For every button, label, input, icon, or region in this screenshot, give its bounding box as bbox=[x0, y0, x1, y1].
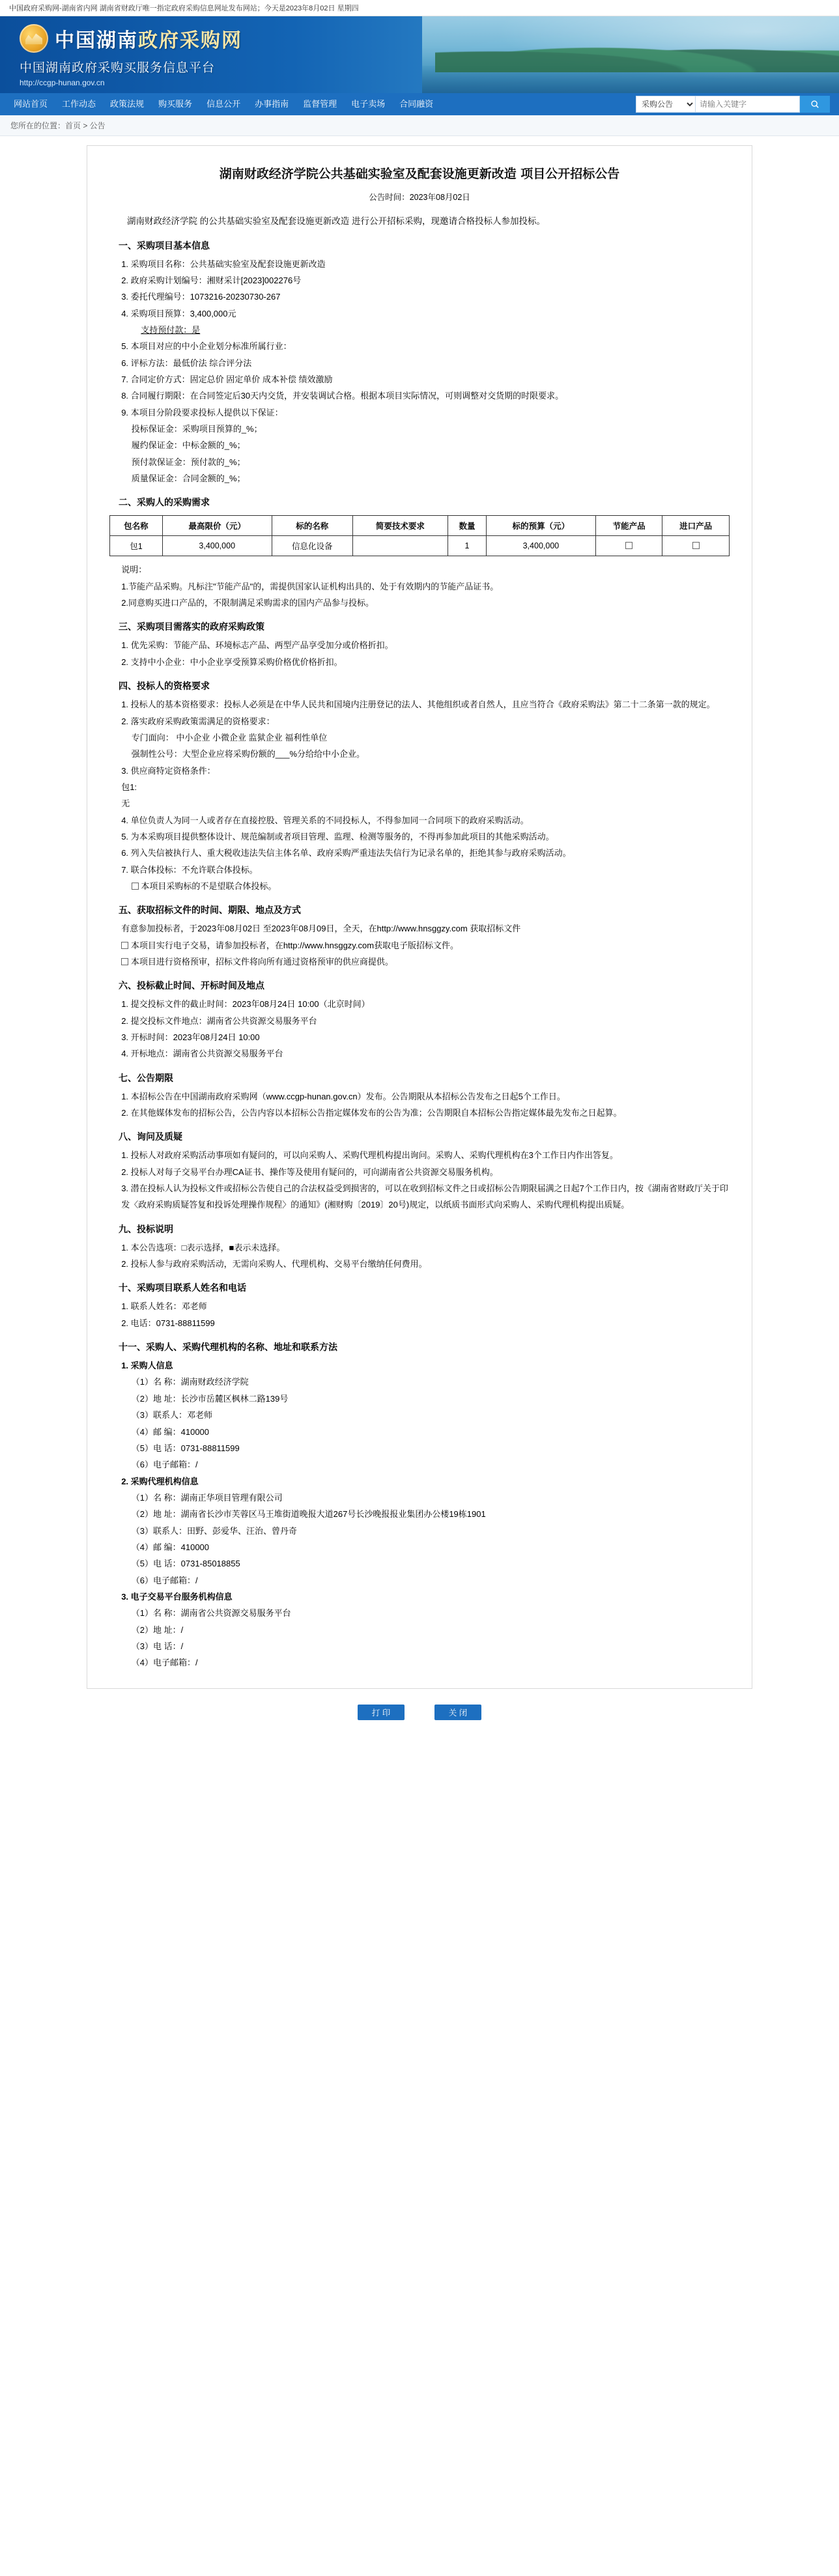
nav-item-2[interactable]: 政策法规 bbox=[110, 99, 145, 109]
th-2: 标的名称 bbox=[272, 516, 352, 536]
search-button[interactable] bbox=[800, 96, 830, 113]
td-energy-saving bbox=[595, 536, 662, 556]
sec3-item-1: 2. 支持中小企业：中小企业享受预算采购价格优价格折扣。 bbox=[121, 657, 343, 667]
agent-item-0: （1）名 称：湖南正华项目管理有限公司 bbox=[131, 1492, 283, 1503]
import-checkbox[interactable] bbox=[692, 542, 700, 549]
sec1-item-8: 9. 本项目分阶段要求投标人提供以下保证： bbox=[121, 407, 283, 418]
section-6-title: 六、投标截止时间、开标时间及地点 bbox=[119, 980, 264, 991]
sec10-item-0: 1. 联系人姓名：邓老师 bbox=[121, 1301, 207, 1312]
platform-title: 3. 电子交易平台服务机构信息 bbox=[121, 1591, 233, 1602]
bid-table bbox=[109, 515, 730, 556]
platform-item-2: （3）电 话：/ bbox=[131, 1641, 184, 1651]
guarantee-2: 预付款保证金：预付款的_%； bbox=[131, 457, 246, 467]
logo-text-gov: 政府采购网 bbox=[138, 29, 242, 52]
top-info-bar: 中国政府采购网-湖南省内网 湖南省财政厅唯一指定政府采购信息网址发布网站；今天是2023年8月02日 星期四 bbox=[0, 0, 839, 16]
prequalify-checkbox[interactable] bbox=[121, 958, 128, 965]
sec3-item-0: 1. 优先采购：节能产品、环境标志产品、两型产品享受加分或价格折扣。 bbox=[121, 640, 393, 651]
sec7-item-0: 1. 本招标公告在中国湖南政府采购网（www.ccgp-hunan.gov.cn）发布。公告期限从本招标公告发布之日起5个工作日。 bbox=[121, 1091, 565, 1101]
sec6-item-1: 2. 提交投标文件地点：湖南省公共资源交易服务平台 bbox=[121, 1015, 317, 1026]
sec4-item-0: 1. 投标人的基本资格要求：投标人必须是在中华人民共和国境内注册登记的法人、其他组织或者自然人，且应当符合《政府采购法》第二十二条第一款的规定。 bbox=[121, 700, 715, 710]
th-4: 数量 bbox=[448, 516, 486, 536]
site-logo-text bbox=[55, 24, 242, 53]
buyer-item-0: （1）名 称：湖南财政经济学院 bbox=[131, 1377, 249, 1387]
section-10-title: 十、采购项目联系人姓名和电话 bbox=[119, 1282, 246, 1294]
buyer-item-5: （6）电子邮箱：/ bbox=[131, 1460, 198, 1470]
buyer-item-4: （5）电 话：0731-88811599 bbox=[131, 1443, 240, 1453]
nav-search-area[interactable] bbox=[636, 96, 830, 113]
sec1-prepay: 支持预付款：是 bbox=[141, 325, 201, 335]
buyer-item-2: （3）联系人：邓老师 bbox=[131, 1410, 213, 1421]
agent-item-1: （2）地 址：湖南省长沙市芙蓉区马王堆街道晚报大道267号长沙晚报报业集团办公楼19栋1901 bbox=[131, 1509, 486, 1520]
bid-table-wrap bbox=[109, 515, 730, 556]
document-body bbox=[87, 145, 752, 1689]
sec1-item-7: 8. 合同履行期限：在合同签定后30天内交货，并安装调试合格。根据本项目实际情况，可则调整对交货期的时限要求。 bbox=[121, 391, 564, 401]
th-0: 包名称 bbox=[110, 516, 163, 536]
sec4-item-6: 7. 联合体投标：不允许联合体投标。 bbox=[121, 864, 258, 875]
section-2-title: 二、采购人的采购需求 bbox=[119, 497, 210, 508]
sec5-p3: 本项目进行资格预审，招标文件将向所有通过资格预审的供应商提供。 bbox=[121, 954, 730, 970]
table-row bbox=[110, 536, 730, 556]
buyer-item-3: （4）邮 编：410000 bbox=[131, 1426, 210, 1437]
td-tech-req bbox=[352, 536, 448, 556]
sec8-item-0: 1. 投标人对政府采购活动事项如有疑问的，可以向采购人、采购代理机构提出询问。采购人、采购代理机构在3个工作日内作出答复。 bbox=[121, 1150, 618, 1161]
table-note-0: 1.节能产品采购。凡标注"节能产品"的，需提供国家认证机构出具的、处于有效期内的节能产品证书。 bbox=[121, 581, 499, 591]
site-subtitle: 中国湖南政府采购买服务信息平台 bbox=[20, 61, 216, 75]
site-url: http://ccgp-hunan.gov.cn bbox=[20, 78, 105, 87]
nav-item-6[interactable]: 监督管理 bbox=[303, 99, 337, 109]
th-7: 进口产品 bbox=[662, 516, 730, 536]
sec1-item-6: 7. 合同定价方式：固定总价 固定单价 成本补偿 绩效激励 bbox=[121, 375, 333, 385]
td-package: 包1 bbox=[110, 536, 163, 556]
guarantee-1: 履约保证金：中标金额的_%； bbox=[131, 440, 246, 451]
nav-item-1[interactable]: 工作动态 bbox=[62, 99, 96, 109]
sec4-item-1: 2. 落实政府采购政策需满足的资格要求： bbox=[121, 716, 275, 726]
agent-title: 2. 采购代理机构信息 bbox=[121, 1476, 199, 1486]
search-category-select[interactable] bbox=[636, 96, 696, 113]
th-6: 节能产品 bbox=[595, 516, 662, 536]
site-logo-icon bbox=[20, 24, 48, 53]
table-header-row bbox=[110, 516, 730, 536]
sec10-item-1: 2. 电话：0731-88811599 bbox=[121, 1318, 215, 1328]
nav-item-4[interactable]: 信息公开 bbox=[206, 99, 241, 109]
search-input[interactable] bbox=[696, 96, 800, 113]
td-item-name: 信息化设备 bbox=[272, 536, 352, 556]
th-1: 最高限价（元） bbox=[162, 516, 272, 536]
th-3: 简要技术要求 bbox=[352, 516, 448, 536]
sec6-item-0: 1. 提交投标文件的截止时间：2023年08月24日 10:00（北京时间） bbox=[121, 999, 370, 1010]
print-button[interactable]: 打 印 bbox=[358, 1705, 405, 1720]
intro-paragraph: 湖南财政经济学院 的公共基础实验室及配套设施更新改造 进行公开招标采购，现邀请合格投标人参加投标。 bbox=[127, 216, 545, 226]
close-button[interactable]: 关 闭 bbox=[434, 1705, 481, 1720]
section-5-title: 五、获取招标文件的时间、期限、地点及方式 bbox=[119, 905, 301, 916]
sec1-item-0: 1. 采购项目名称：公共基础实验室及配套设施更新改造 bbox=[121, 259, 326, 269]
sec4-package-none: 无 bbox=[121, 799, 130, 809]
td-qty: 1 bbox=[448, 536, 486, 556]
td-budget: 3,400,000 bbox=[487, 536, 596, 556]
sec7-item-1: 2. 在其他媒体发布的招标公告，公告内容以本招标公告指定媒体发布的公告为准；公告期限自本招标公告指定媒体最先发布之日起算。 bbox=[121, 1108, 622, 1118]
section-8-title: 八、询问及质疑 bbox=[119, 1131, 182, 1142]
table-notes-title: 说明： bbox=[121, 565, 147, 575]
sec4-sub-0: 专门面向： 中小企业 小微企业 监狱企业 福利性单位 bbox=[131, 732, 328, 743]
energy-checkbox[interactable] bbox=[625, 542, 633, 549]
sec4-item-2: 3. 供应商特定资格条件： bbox=[121, 765, 216, 776]
e-trade-checkbox[interactable] bbox=[121, 942, 128, 949]
notice-date: 公告时间：2023年08月02日 bbox=[369, 193, 470, 202]
sec8-item-2: 3. 潜在投标人认为投标文件或招标公告使自己的合法权益受到损害的，可以在收到招标文件之日或招标公告期限届满之日起7个工作日内，按《湖南省财政厅关于印发〈政府采购质疑答复和投诉处理操作规程〉的通知》(湘财购〔2019〕20号)规定，以纸质书面形式向采购人、采购代理机构提出质疑。 bbox=[121, 1183, 728, 1210]
agent-item-3: （4）邮 编：410000 bbox=[131, 1542, 210, 1552]
guarantee-3: 质量保证金：合同金额的_%； bbox=[131, 474, 246, 484]
nav-item-5[interactable]: 办事指南 bbox=[255, 99, 289, 109]
section-11-title: 十一、采购人、采购代理机构的名称、地址和联系方法 bbox=[119, 1342, 337, 1353]
section-9-title: 九、投标说明 bbox=[119, 1223, 173, 1234]
td-max-price: 3,400,000 bbox=[162, 536, 272, 556]
sec9-item-0: 1. 本公告选项：□表示选择，■表示未选择。 bbox=[121, 1242, 285, 1253]
buyer-title: 1. 采购人信息 bbox=[121, 1361, 173, 1371]
site-banner bbox=[0, 16, 839, 93]
buyer-item-1: （2）地 址：长沙市岳麓区枫林二路139号 bbox=[131, 1393, 289, 1404]
platform-item-1: （2）地 址：/ bbox=[131, 1624, 184, 1635]
page-title: 湖南财政经济学院公共基础实验室及配套设施更新改造 项目公开招标公告 bbox=[219, 167, 620, 181]
nav-item-3[interactable]: 购买服务 bbox=[158, 99, 193, 109]
sec5-p2: 本项目实行电子交易，请参加投标者，在http://www.hnsggzy.com获取电子版招标文件。 bbox=[121, 937, 730, 954]
sec4-item-3: 4. 单位负责人为同一人或者存在直接控股、管理关系的不同投标人，不得参加同一合同项下的政府采购活动。 bbox=[121, 815, 529, 825]
sec9-item-1: 2. 投标人参与政府采购活动，无需向采购人、代理机构、交易平台缴纳任何费用。 bbox=[121, 1259, 427, 1269]
sec4-item-4: 5. 为本采购项目提供整体设计、规范编制或者项目管理、监理、检测等服务的，不得再参加此项目的其他采购活动。 bbox=[121, 831, 554, 842]
sec6-item-2: 3. 开标时间：2023年08月24日 10:00 bbox=[121, 1032, 260, 1043]
agent-item-5: （6）电子邮箱：/ bbox=[131, 1575, 198, 1585]
sec1-item-4: 5. 本项目对应的中小企业划分标准所属行业： bbox=[121, 341, 292, 352]
td-import bbox=[662, 536, 730, 556]
union-bid-checkbox[interactable] bbox=[132, 883, 139, 890]
sec4-package-label: 包1: bbox=[121, 782, 137, 792]
platform-item-3: （4）电子邮箱：/ bbox=[131, 1658, 198, 1668]
main-nav[interactable] bbox=[0, 93, 839, 115]
sec4-sub-1: 强制性公号：大型企业应将采购份额的___%分给给中小企业。 bbox=[131, 749, 365, 759]
footer-buttons bbox=[87, 1705, 752, 1731]
sec4-item-5: 6. 列入失信被执行人、重大税收违法失信主体名单、政府采购严重违法失信行为记录名单的，拒绝其参与政府采购活动。 bbox=[121, 848, 571, 858]
nav-item-8[interactable]: 合同融资 bbox=[399, 99, 434, 109]
platform-item-0: （1）名 称：湖南省公共资源交易服务平台 bbox=[131, 1608, 291, 1619]
th-5: 标的预算（元） bbox=[487, 516, 596, 536]
section-1-title: 一、采购项目基本信息 bbox=[119, 240, 210, 251]
logo-text-cn: 中国湖南 bbox=[55, 29, 138, 52]
sec1-item-5: 6. 评标方法：最低价法 综合评分法 bbox=[121, 358, 252, 368]
nav-item-0[interactable]: 网站首页 bbox=[14, 99, 48, 109]
search-icon bbox=[810, 100, 819, 109]
nav-item-7[interactable]: 电子卖场 bbox=[351, 99, 386, 109]
agent-item-2: （3）联系人：田野、彭爱华、汪治、曾丹奇 bbox=[131, 1525, 298, 1536]
sec5-p1: 有意参加投标者，于2023年08月02日 至2023年08月09日，全天，在http://www.hnsggzy.com 获取招标文件 bbox=[121, 924, 521, 934]
section-7-title: 七、公告期限 bbox=[119, 1072, 173, 1083]
guarantee-0: 投标保证金：采购项目预算的_%； bbox=[131, 424, 263, 434]
agent-item-4: （5）电 话：0731-85018855 bbox=[131, 1559, 240, 1569]
sec8-item-1: 2. 投标人对每子交易平台办理CA证书、操作等及使用有疑问的，可向湖南省公共资源交易服务机构。 bbox=[121, 1167, 498, 1177]
sec6-item-3: 4. 开标地点：湖南省公共资源交易服务平台 bbox=[121, 1049, 283, 1059]
sec1-item-1: 2. 政府采购计划编号：湘财采计[2023]002276号 bbox=[121, 275, 302, 285]
sec1-item-2: 3. 委托代理编号：1073216-20230730-267 bbox=[121, 292, 281, 302]
sec1-item-3: 4. 采购项目预算：3,400,000元 bbox=[121, 308, 236, 318]
breadcrumb: 您所在的位置：首页 > 公告 bbox=[0, 115, 839, 136]
sec4-item-7: 本项目采购标的不是望联合体投标。 bbox=[121, 878, 730, 894]
section-4-title: 四、投标人的资格要求 bbox=[119, 681, 210, 692]
section-3-title: 三、采购项目需落实的政府采购政策 bbox=[119, 621, 264, 632]
table-note-1: 2.同意购买进口产品的，不限制满足采购需求的国内产品参与投标。 bbox=[121, 598, 375, 608]
